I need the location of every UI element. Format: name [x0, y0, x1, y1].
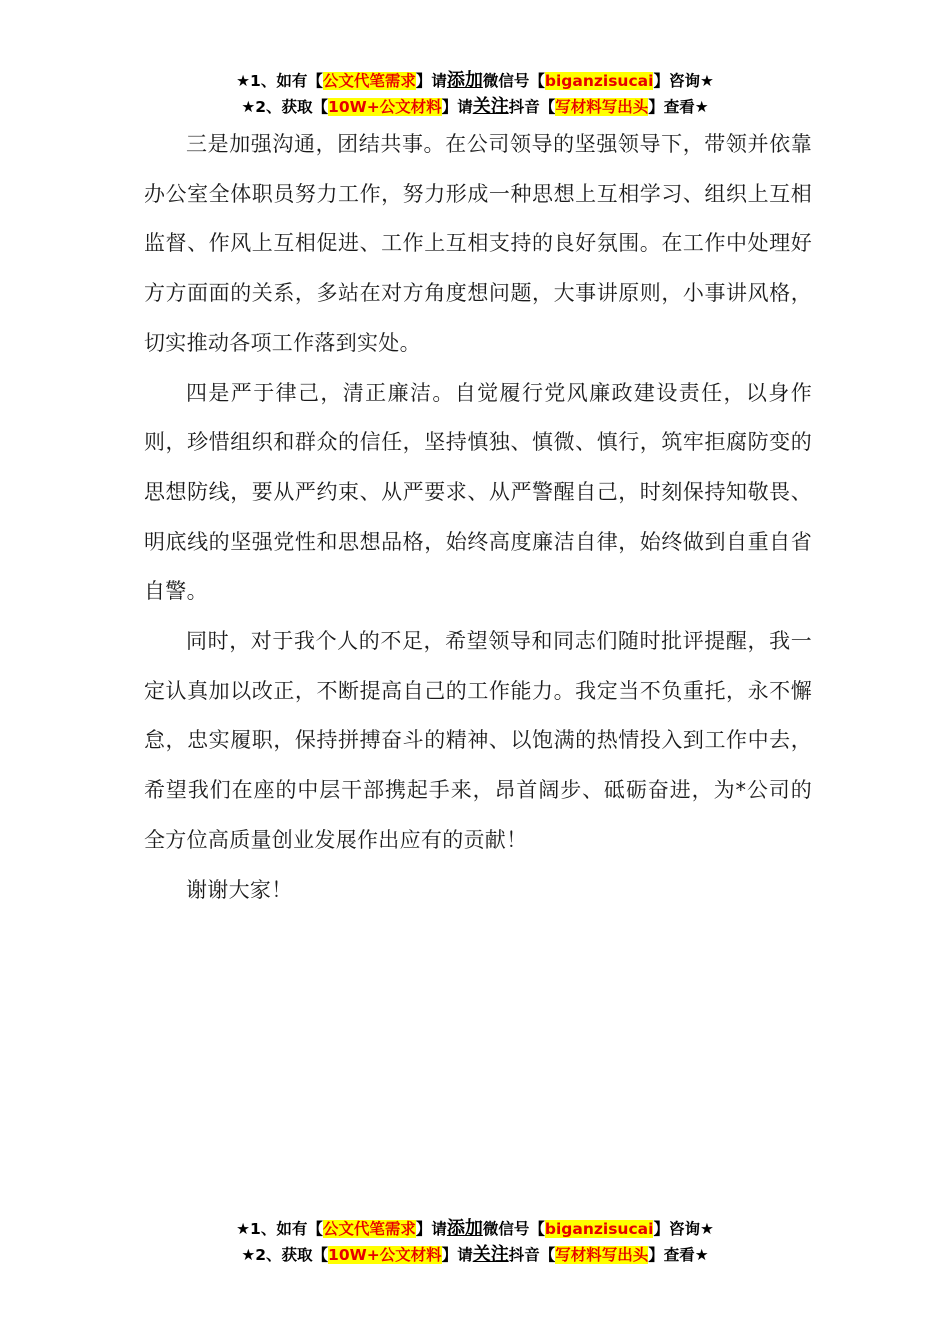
banner-highlight: 公文代笔需求	[322, 1220, 416, 1238]
banner-text: 抖音【	[508, 98, 556, 116]
banner-highlight: 写材料写出头	[555, 1246, 649, 1264]
banner-line-1	[0, 68, 950, 94]
banner-text: 抖音【	[508, 1246, 556, 1264]
banner-highlight: biganzisucai	[544, 1220, 654, 1238]
banner-text: 】请	[441, 1246, 473, 1264]
banner-text: 】咨询★	[653, 72, 714, 90]
banner-highlight: 10W+公文材料	[328, 98, 442, 116]
banner-emphasis: 添加	[446, 1218, 483, 1239]
banner-text: 】咨询★	[653, 1220, 714, 1238]
banner-text: 】查看★	[648, 98, 709, 116]
banner-highlight: 公文代笔需求	[322, 72, 416, 90]
paragraph-communication: 三是加强沟通，团结共事。在公司领导的坚强领导下，带领并依靠办公室全体职员努力工作，努力形成一种思想上互相学习、组织上互相监督、作风上互相促进、工作上互相支持的良好氛围。在工作中处理好方方面面的关系，多站在对方角度想问题，大事讲原则，小事讲风格，切实推动各项工作落到实处。	[144, 132, 812, 355]
banner-line-1	[0, 1216, 950, 1242]
banner-text: 】请	[415, 1220, 447, 1238]
banner-text: 】请	[415, 72, 447, 90]
banner-highlight: biganzisucai	[544, 72, 654, 90]
banner-text: ★1、如有【	[236, 72, 323, 90]
banner-text: ★1、如有【	[236, 1220, 323, 1238]
footer-banner	[0, 1216, 950, 1268]
banner-text: 】查看★	[648, 1246, 709, 1264]
banner-highlight: 写材料写出头	[555, 98, 649, 116]
document-body	[144, 120, 812, 915]
banner-text: ★2、获取【	[241, 98, 329, 116]
banner-text: 】请	[441, 98, 473, 116]
banner-text: 微信号【	[482, 1220, 545, 1238]
paragraph-commitment: 同时，对于我个人的不足，希望领导和同志们随时批评提醒，我一定认真加以改正，不断提高自己的工作能力。我定当不负重托，永不懈怠，忠实履职，保持拼搏奋斗的精神、以饱满的热情投入到工作中去，希望我们在座的中层干部携起手来，昂首阔步、砥砺奋进，为*公司的全方位高质量创业发展作出应有的贡献！	[144, 629, 812, 852]
header-banner	[0, 68, 950, 120]
paragraph-integrity: 四是严于律己，清正廉洁。自觉履行党风廉政建设责任，以身作则，珍惜组织和群众的信任，坚持慎独、慎微、慎行，筑牢拒腐防变的思想防线，要从严约束、从严要求、从严警醒自己，时刻保持知敬畏、明底线的坚强党性和思想品格，始终高度廉洁自律，始终做到自重自省自警。	[144, 380, 812, 604]
banner-emphasis: 关注	[472, 96, 509, 117]
banner-emphasis: 关注	[472, 1244, 509, 1265]
banner-emphasis: 添加	[446, 70, 483, 91]
banner-text: 微信号【	[482, 72, 545, 90]
banner-highlight: 10W+公文材料	[328, 1246, 442, 1264]
banner-line-2	[0, 1242, 950, 1268]
banner-text: ★2、获取【	[241, 1246, 329, 1264]
banner-line-2	[0, 94, 950, 120]
paragraph-thanks: 谢谢大家！	[186, 877, 293, 902]
